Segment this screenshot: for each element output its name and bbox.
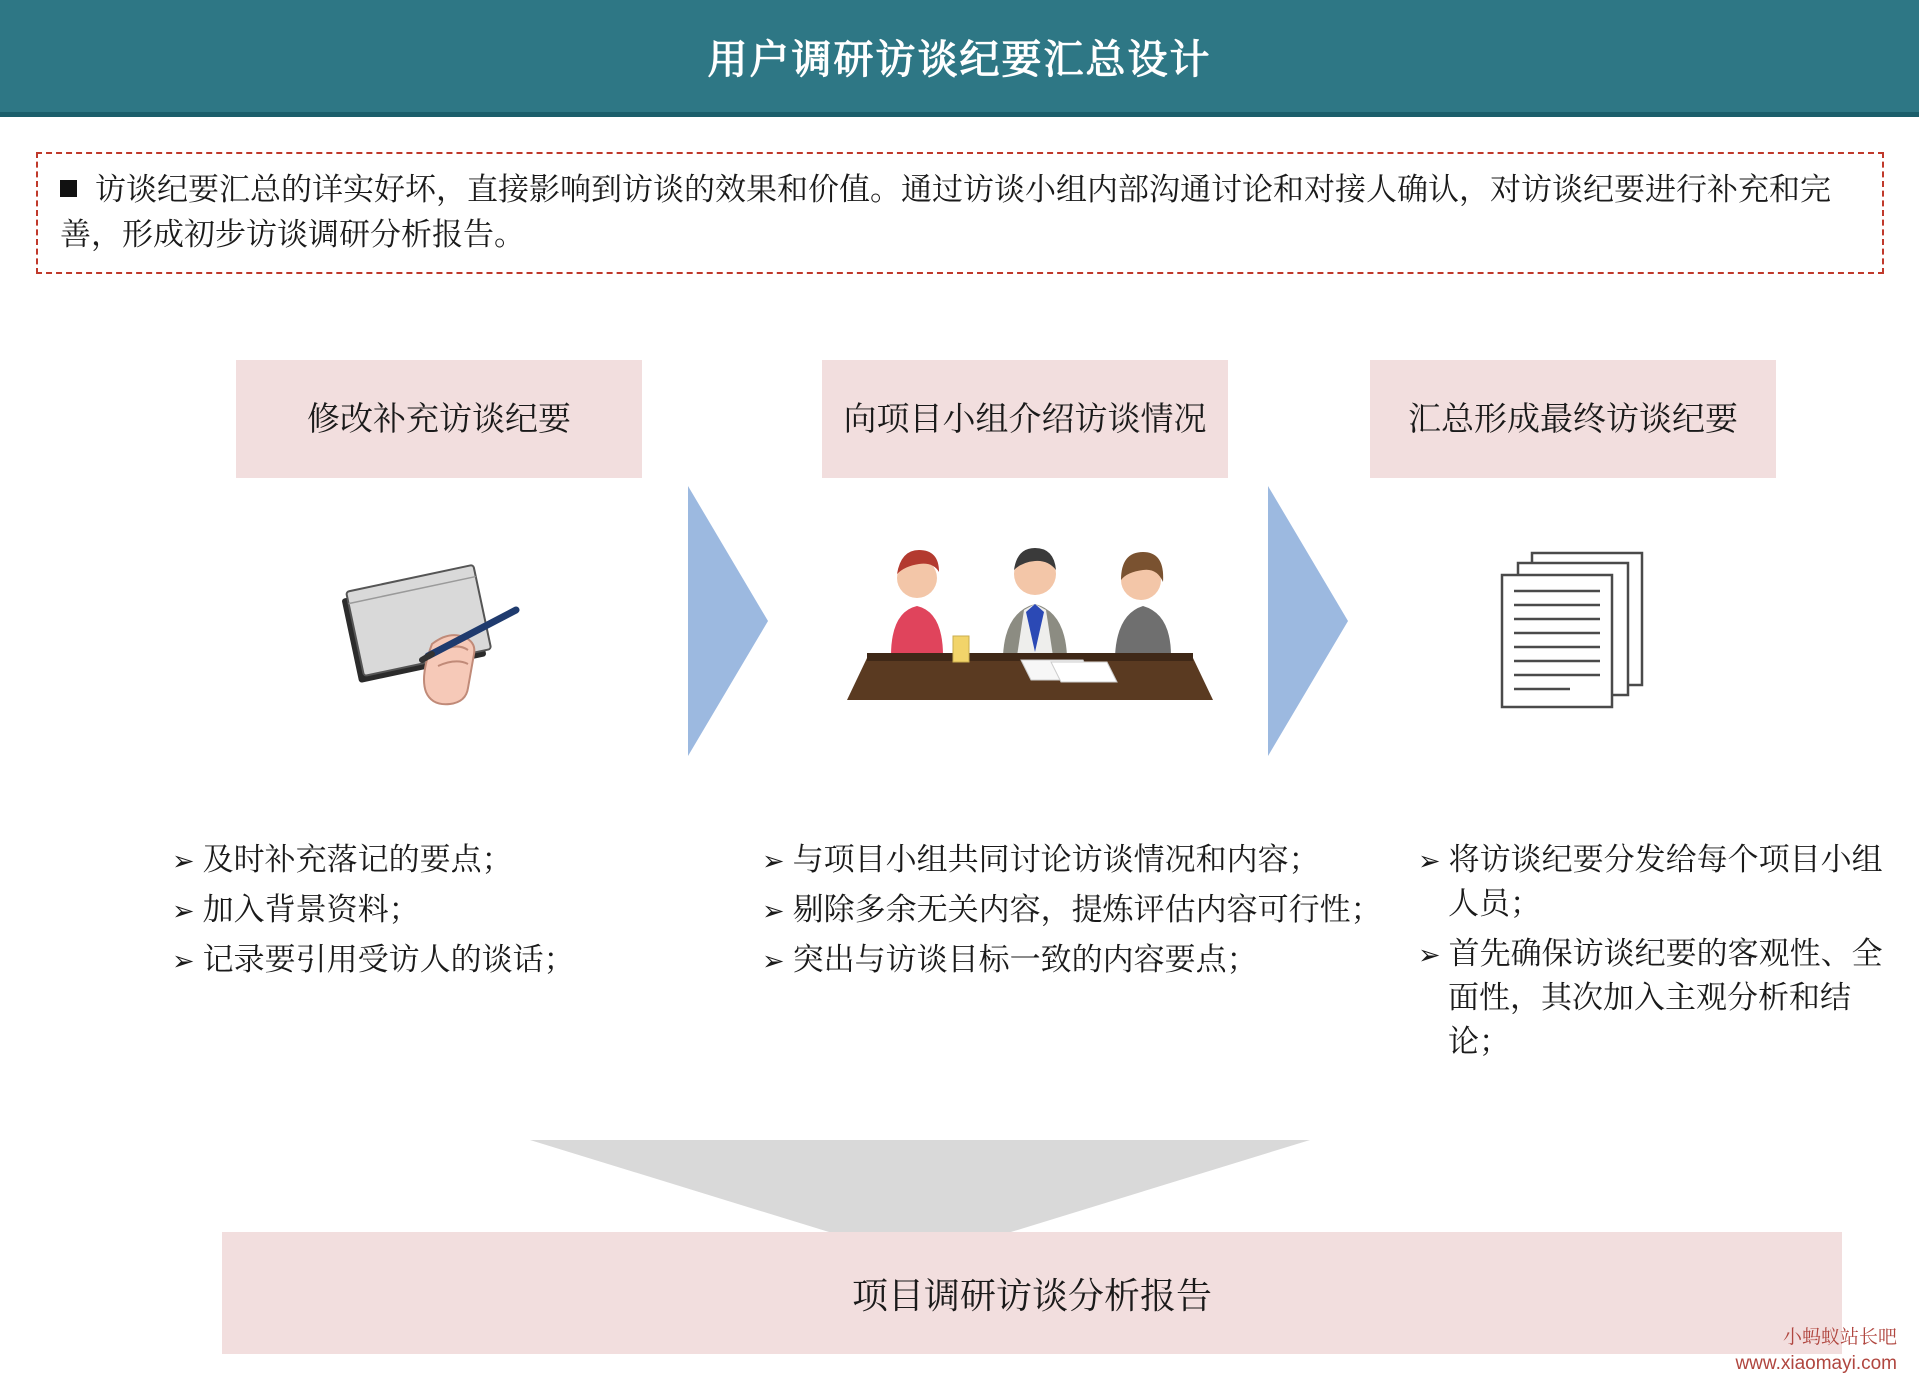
arrow-bullet-icon: ➢ (172, 946, 195, 977)
list-item (762, 888, 1382, 932)
list-item (172, 938, 692, 982)
page-title-bar (0, 0, 1919, 112)
list-item-text: 及时补充落记的要点； (202, 842, 513, 877)
step-label-1: 修改补充访谈纪要 (307, 399, 571, 437)
list-item-text: 剔除多余无关内容，提炼评估内容可行性； (792, 892, 1382, 928)
list-item-text: 加入背景资料； (202, 892, 420, 928)
list-item (1418, 932, 1898, 1064)
step-label-2: 向项目小组介绍访谈情况 (843, 399, 1207, 437)
page-title: 用户调研访谈纪要汇总设计 (707, 37, 1212, 82)
arrow-bullet-icon: ➢ (172, 896, 195, 927)
list-item-text: 记录要引用受访人的谈话； (202, 942, 575, 978)
list-item (762, 938, 1382, 982)
list-item-text: 将访谈纪要分发给每个项目小组人员； (1448, 842, 1883, 922)
title-underline (0, 112, 1919, 117)
intro-callout-box (36, 152, 1884, 274)
step-box-2 (822, 360, 1228, 478)
list-item-text: 首先确保访谈纪要的客观性、全面性，其次加入主观分析和结论； (1448, 936, 1883, 1060)
arrow-bullet-icon: ➢ (762, 896, 785, 927)
bullet-list-2 (762, 838, 1382, 988)
watermark-line-1: 小蚂蚁站长吧 (1782, 1327, 1897, 1348)
result-label: 项目调研访谈分析报告 (851, 1274, 1212, 1316)
list-item-text: 与项目小组共同讨论访谈情况和内容； (792, 842, 1320, 877)
square-bullet-icon (60, 180, 77, 197)
arrow-bullet-icon: ➢ (1418, 940, 1441, 971)
step-label-3: 汇总形成最终访谈纪要 (1408, 399, 1738, 437)
meeting-people-icon (845, 540, 1215, 715)
notebook-pen-icon (340, 548, 570, 708)
step-box-1 (236, 360, 642, 478)
right-arrow-icon-1 (688, 486, 768, 756)
list-item (1418, 838, 1898, 926)
arrow-bullet-icon: ➢ (172, 846, 195, 876)
step-box-3 (1370, 360, 1776, 478)
bullet-list-1 (172, 838, 692, 988)
intro-text-wrapper (60, 168, 1860, 258)
arrow-bullet-icon: ➢ (762, 846, 785, 876)
list-item-text: 突出与访谈目标一致的内容要点； (792, 942, 1258, 978)
right-arrow-icon-2 (1268, 486, 1348, 756)
bullet-list-3 (1418, 838, 1898, 1070)
documents-icon (1480, 545, 1660, 715)
list-item (762, 838, 1382, 882)
arrow-bullet-icon: ➢ (1418, 846, 1441, 876)
list-item (172, 838, 692, 882)
intro-text: 访谈纪要汇总的详实好坏，直接影响到访谈的效果和价值。通过访谈小组内部沟通讨论和对接人确认，对访谈纪要进行补充和完善，形成初步访谈调研分析报告。 (60, 172, 1831, 252)
watermark-line-2: www.xiaomayi.com (1735, 1353, 1897, 1374)
list-item (172, 888, 692, 932)
arrow-bullet-icon: ➢ (762, 946, 785, 977)
